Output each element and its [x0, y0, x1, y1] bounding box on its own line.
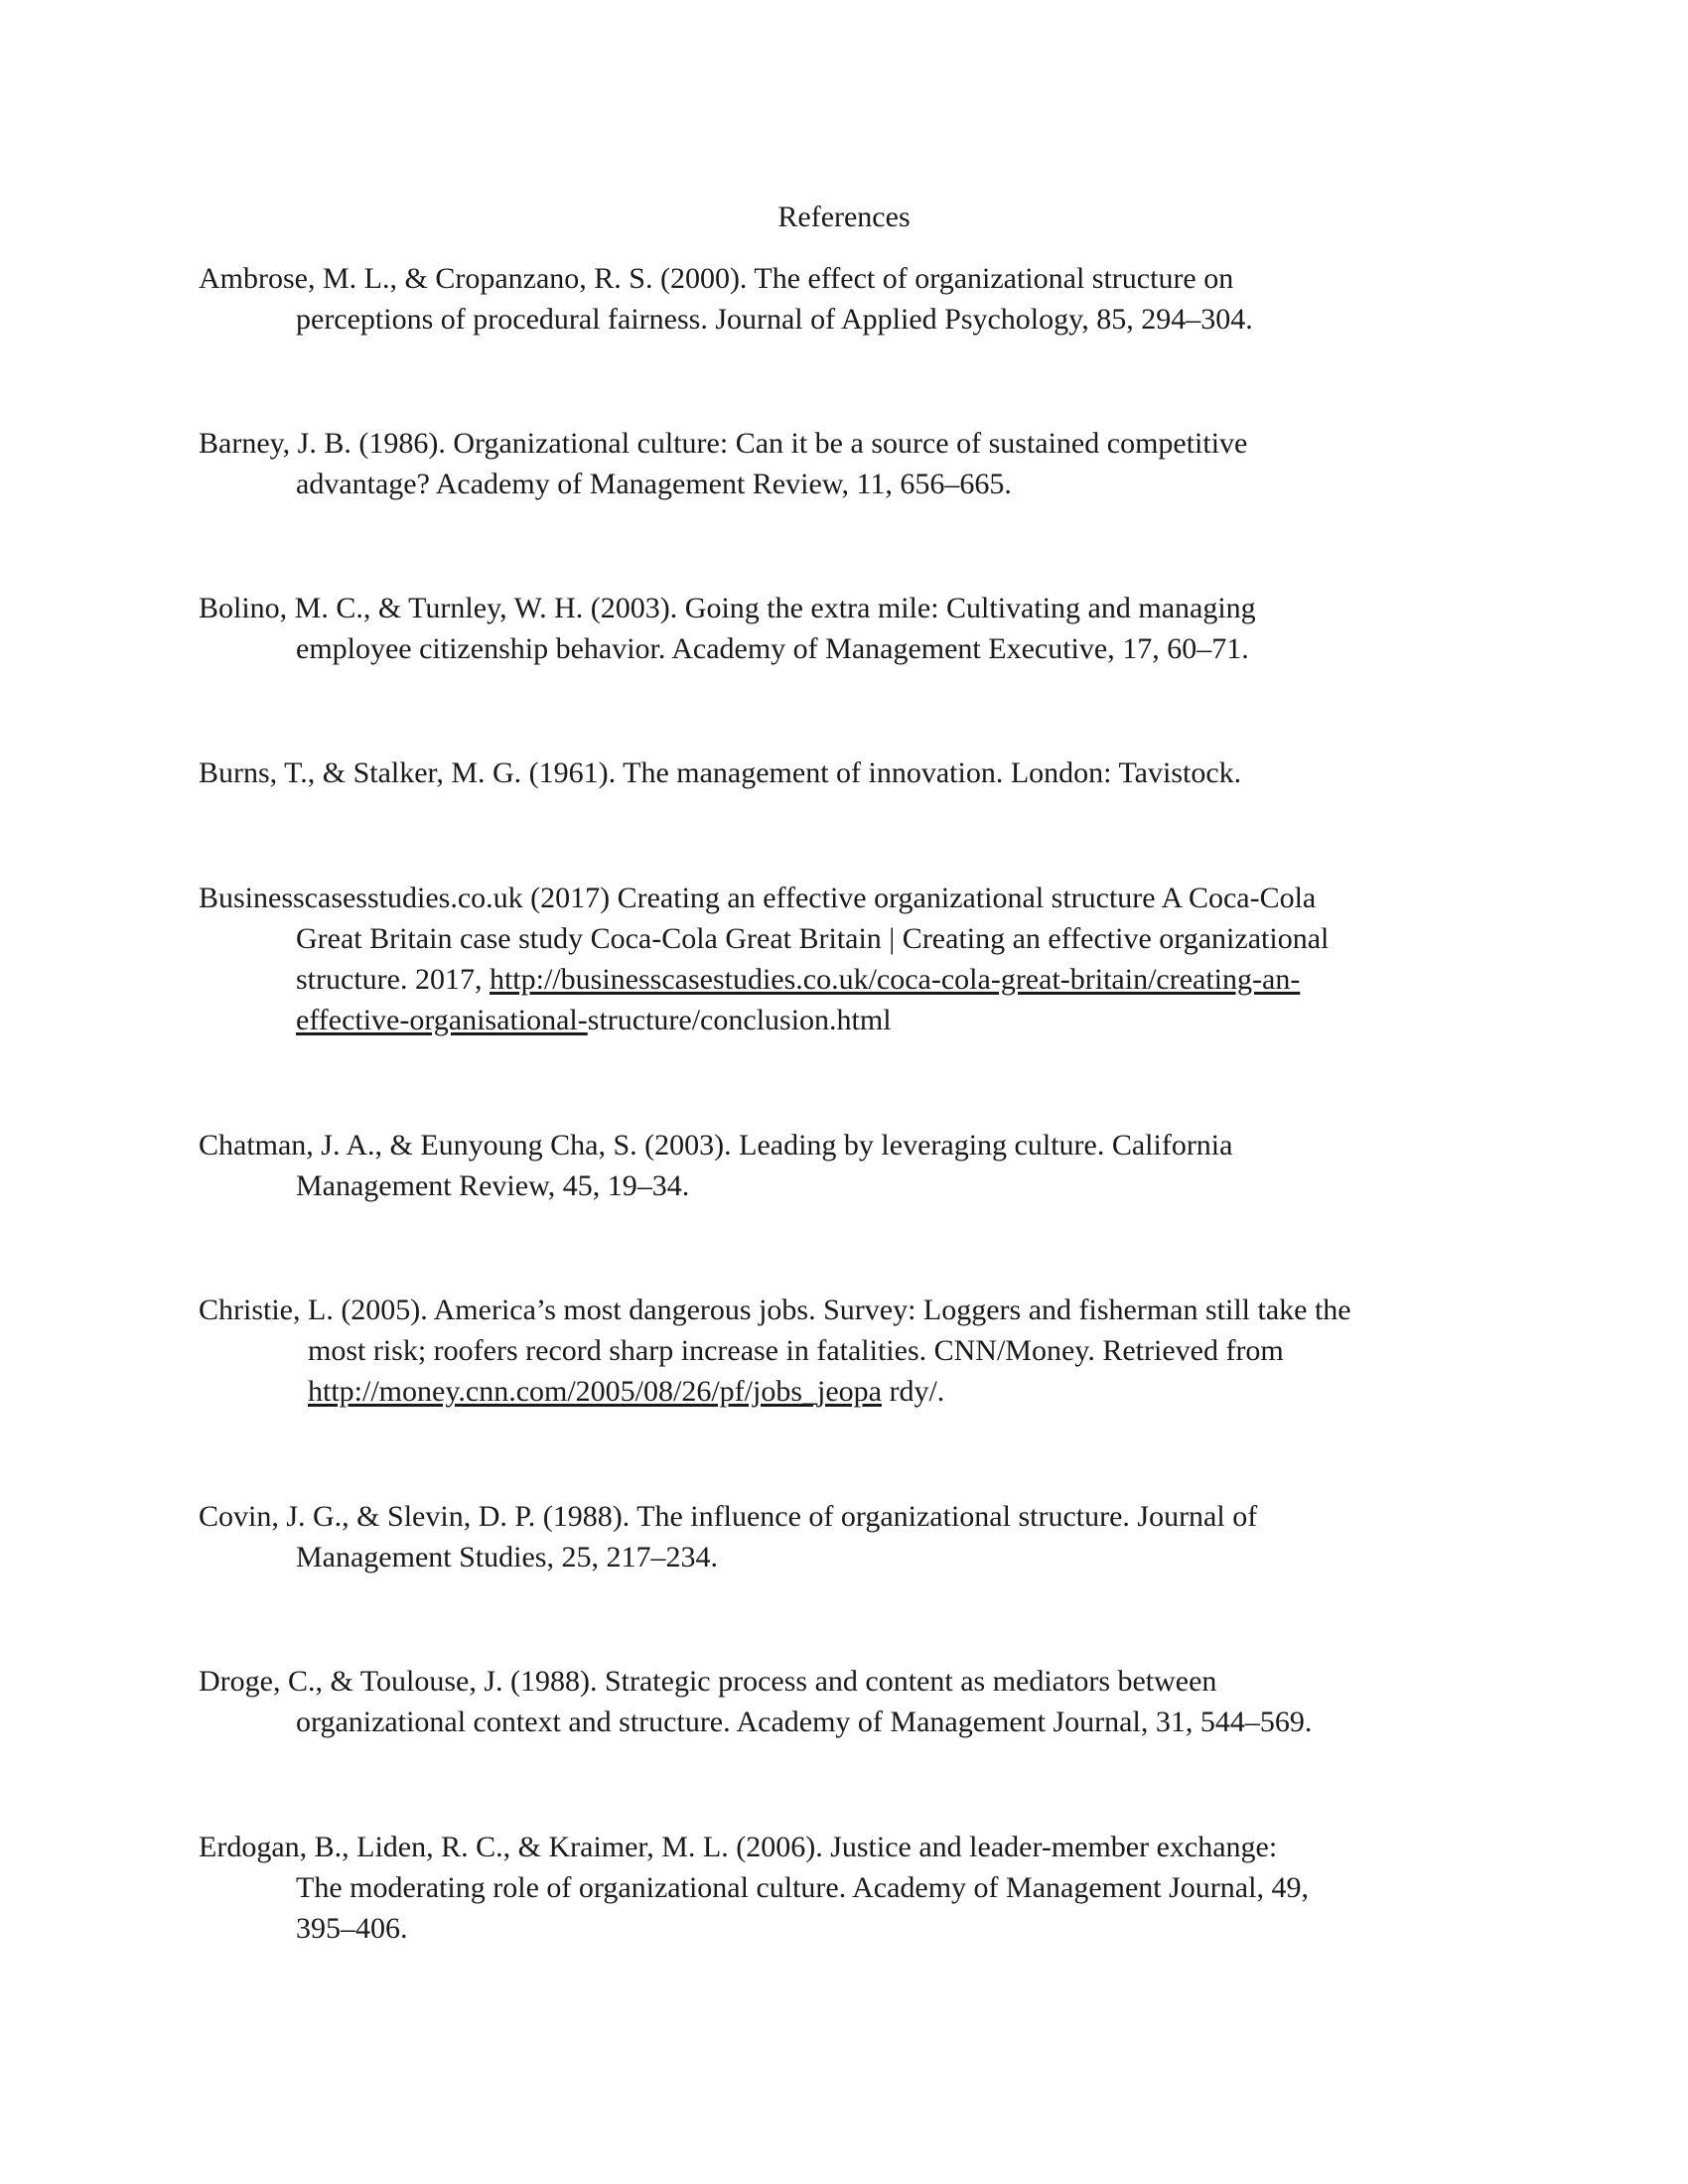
reference-entry-ambrose [199, 258, 1489, 340]
reference-entry-erdogan [199, 1827, 1489, 1949]
reference-line: Droge, C., & Toulouse, J. (1988). Strategic process and content as mediators between [199, 1665, 1217, 1698]
reference-line: Businesscasesstudies.co.uk (2017) Creating an effective organizational structure A Coca-Cola [199, 882, 1317, 914]
reference-entry-covin [199, 1496, 1489, 1577]
reference-line: Christie, L. (2005). America’s most dangerous jobs. Survey: Loggers and fisherman still take the [199, 1294, 1351, 1326]
reference-entry-businesscasestudies [199, 878, 1489, 1040]
reference-line: Burns, T., & Stalker, M. G. (1961). The management of innovation. London: Tavistock. [199, 756, 1242, 789]
reference-line: 395–406. [296, 1912, 408, 1945]
reference-line: The moderating role of organizational culture. Academy of Management Journal, 49, [296, 1871, 1309, 1904]
reference-line: perceptions of procedural fairness. Journal of Applied Psychology, 85, 294–304. [296, 303, 1253, 336]
reference-line: employee citizenship behavior. Academy of Management Executive, 17, 60–71. [296, 632, 1249, 665]
reference-entry-barney [199, 423, 1489, 504]
reference-line-with-link [199, 959, 1489, 1000]
reference-line-with-link [199, 1000, 1489, 1040]
reference-line: organizational context and structure. Academy of Management Journal, 31, 544–569. [296, 1706, 1313, 1738]
reference-entry-droge [199, 1661, 1489, 1742]
reference-line: Chatman, J. A., & Eunyoung Cha, S. (2003). Leading by leveraging culture. California [199, 1129, 1233, 1161]
page-title: References [777, 201, 911, 233]
reference-url-link-continued[interactable]: effective-organisational- [296, 1004, 588, 1036]
reference-line: Ambrose, M. L., & Cropanzano, R. S. (2000). The effect of organizational structure on [199, 262, 1234, 295]
reference-entry-christie [199, 1290, 1489, 1412]
reference-text: structure. 2017, [296, 963, 490, 996]
reference-line: Erdogan, B., Liden, R. C., & Kraimer, M. L. (2006). Justice and leader-member exchange: [199, 1831, 1278, 1863]
reference-url-tail: structure/conclusion.html [587, 1004, 892, 1036]
reference-line: advantage? Academy of Management Review, 11, 656–665. [296, 468, 1012, 500]
reference-entry-burns [199, 752, 1489, 793]
reference-line: Management Studies, 25, 217–234. [296, 1541, 718, 1573]
reference-line: most risk; roofers record sharp increase in fatalities. CNN/Money. Retrieved from [308, 1334, 1284, 1367]
reference-url-link[interactable]: http://money.cnn.com/2005/08/26/pf/jobs_jeopa [308, 1375, 882, 1408]
reference-line: Great Britain case study Coca-Cola Great Britain | Creating an effective organizational [296, 922, 1330, 955]
reference-entry-chatman [199, 1125, 1489, 1206]
reference-url-link[interactable]: http://businesscasestudies.co.uk/coca-cola-great-britain/creating-an- [489, 963, 1301, 996]
reference-url-tail: rdy/. [881, 1375, 945, 1408]
reference-line-with-link [199, 1371, 1489, 1412]
reference-line: Covin, J. G., & Slevin, D. P. (1988). The influence of organizational structure. Journal of [199, 1500, 1258, 1533]
reference-line: Barney, J. B. (1986). Organizational culture: Can it be a source of sustained competitive [199, 427, 1248, 460]
reference-line: Bolino, M. C., & Turnley, W. H. (2003). Going the extra mile: Cultivating and managing [199, 592, 1256, 624]
reference-entry-bolino [199, 588, 1489, 669]
reference-line: Management Review, 45, 19–34. [296, 1169, 690, 1202]
